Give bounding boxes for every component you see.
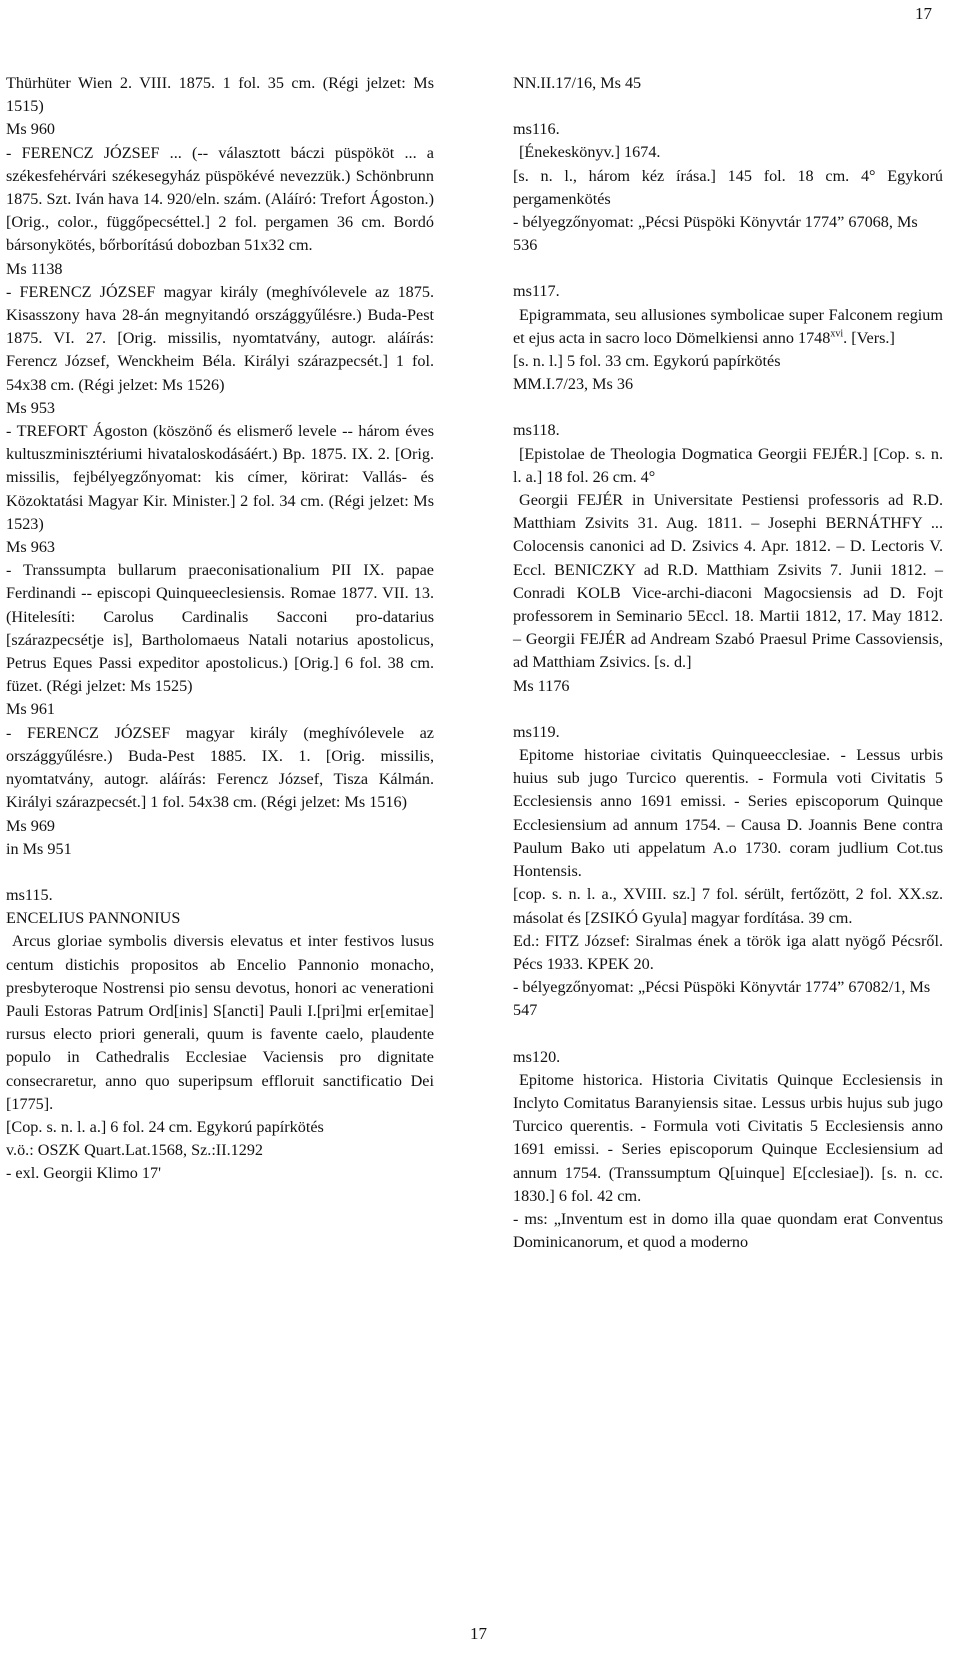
entry-id-ms120: ms120. [513,1047,561,1066]
entry-text: - TREFORT Ágoston (köszönő és elismerő levele -- három éves kultuszminisztériumi hivataloskodásáért.) Bp. 1875. IX. 2. [Orig. missilis, fejbélyegzőnyomat: kis címer, körirat: Vallás- és Közoktatási Magyar Kir. Minister.] 2 fol. 34 cm. (Régi jelzet: Ms 1523) [6,422,434,533]
entry-content: Georgii FEJÉR in Universitate Pestiensi professoris ad R.D. Matthiam Zsivits 31. Aug. 1811. – Josephi BERNÁTHFY ... Colocensis canonici ad D. Zsivics 4. Apr. 1812. – D. Lectoris V. Eccl. BENICZKY ad R.D. Matthiam Zsivits 7. Junii 1812. – Conradi KOLB Vice-archi-diaconi Magocsiensis ad D. Fojt professorem in Seminario 5Eccl. 18. Martii 1812, 17. May 1812. – Georgii FEJÉR ad Andream Szabó Praesul Prime Cassoviensis, ad Matthiam Zsivics. [s. d.] [513,491,943,672]
entry-stamp: - bélyegzőnyomat: „Pécsi Püspöki Könyvtár 1774” 67082/1, Ms 547 [513,978,931,1020]
shelfmark: MM.I.7/23, Ms 36 [513,375,634,394]
entry-title: Epigrammata, seu allusiones symbolicae super Falconem regium et ejus acta in sacro loco Dömelkiensi anno 1748$^{xvi}$. [Vers.] [513,305,943,347]
shelfmark: NN.II.17/16, Ms 45 [513,74,642,92]
shelfmark: Ms 963 [6,538,56,557]
entry-id-ms116: ms116. [513,120,560,139]
page-number-top: 17 [915,4,932,23]
entry-exlibris: - exl. Georgii Klimo 17' [6,1164,162,1183]
entry-edition: Ed.: FITZ József: Siralmas ének a török iga alatt nyögő Pécsről. Pécs 1933. KPEK 20. [513,931,943,973]
entry-title: Epitome historica. Historia Civitatis Quinque Ecclesiensis in Inclyto Comitatus Baranyiensis sitae. Lessus urbis hujus sub jugo Turcico querentis. - Formula voti Civitatis 5 Ecclesiensis anno 1691 emissi. - Series episcoporum Quinque Ecclesiensium ad annum 1754. (Transsumptum Q[uinque] E[cclesiae]). [s. n. cc. 1830.] 6 fol. 42 cm. [513,1070,943,1205]
entry-physical: [s. n. l., három kéz írása.] 145 fol. 18 cm. 4° Egykorú pergamenkötés [513,166,943,208]
shelfmark: in Ms 951 [6,839,72,858]
entry-id-ms119: ms119. [513,722,560,741]
entry-text: - FERENCZ JÓZSEF magyar király (meghívólevele az országgyűlésre.) Buda-Pest 1885. IX. 1. [Orig. missilis, nyomtatvány, autogr. aláírás: Ferencz József, Tisza Kálmán. Királyi szárazpecsét.] 1 fol. 54x38 cm. (Régi jelzet: Ms 1516) [6,723,434,812]
left-column [6,72,434,1186]
shelfmark: Ms 961 [6,700,56,719]
page-number-bottom: 17 [470,1624,487,1643]
entry-author: ENCELIUS PANNONIUS [6,909,181,928]
entry-title: Epitome historiae civitatis Quinqueecclesiae. - Lessus urbis huius sub jugo Turcico querentis. - Formula voti Civitatis 5 Ecclesiensis anno 1691 emissi. - Series episcoporum Quinque Ecclesiensium ad annum 1754. – Causa D. Joannis Bene contra Paulum Bako uti appelatum A.o 1730. coram judlium Cot.tus Hontensis. [513,746,943,881]
shelfmark: Ms 960 [6,120,56,139]
entry-text: - FERENCZ JÓZSEF ... (-- választott báczi püspököt ... a székesfehérvári székesegyház püspökévé nevezzük.) Schönbrunn 1875. Szt. Iván hava 14. 920/eln. szám. (Aláíró: Trefort Ágoston.) [Orig., color., függőpecséttel.] 2 fol. pergamen 36 cm. Bordó bársonykötés, bőrborítású dobozban 51x32 cm. [6,143,434,255]
entry-id-ms118: ms118. [513,421,560,440]
entry-note: - ms: „Inventum est in domo illa quae quondam erat Conventus Dominicanorum, et quod a moderno [513,1209,943,1252]
entry-text: - FERENCZ JÓZSEF magyar király (meghívólevele az 1875. Kisasszony hava 28-án megnyitandó országgyűlésre.) Buda-Pest 1875. VI. 27. [Orig. missilis, nyomtatvány, autogr. aláírás: Ferencz József, Wenckheim Béla. Királyi szárazpecsét.] 1 fol. 54x38 cm. (Régi jelzet: Ms 1526) [6,282,434,394]
entry-id-ms117: ms117. [513,282,560,301]
entry-physical: [cop. s. n. l. a., XVIII. sz.] 7 fol. sérült, fertőzött, 2 fol. XX.sz. másolat és [ZSIKÓ Gyula] magyar fordítása. 39 cm. [513,885,943,927]
entry-title: [Énekeskönyv.] 1674. [519,143,661,162]
shelfmark: Ms 953 [6,398,56,417]
entry-title: [Epistolae de Theologia Dogmatica Georgii FEJÉR.] [Cop. s. n. l. a.] 18 fol. 26 cm. 4° [513,444,943,486]
entry-id-ms115: ms115. [6,885,53,904]
entry-physical: [s. n. l.] 5 fol. 33 cm. Egykorú papírkötés [513,352,781,371]
entry-text: - Transsumpta bullarum praeconisationalium PII IX. papae Ferdinandi -- episcopi Quinqueeclesiensis. Romae 1877. VII. 13. (Hitelesíti: Carolus Cardinalis Sacconi pro-datarius [szárazpecsétje is], Bartholomaeus Natali notarius apostolicus, Petrus Eques Passi expeditor apostolicus.) [Orig.] 6 fol. 38 cm. füzet. (Régi jelzet: Ms 1525) [6,561,434,696]
shelfmark: Ms 1138 [6,259,63,278]
entry-stamp: - bélyegzőnyomat: „Pécsi Püspöki Könyvtár 1774” 67068, Ms 536 [513,213,918,255]
entry-title: Arcus gloriae symbolis diversis elevatus et inter festivos lusus centum distichis propositos ab Encelio Pannonio monacho, presbyteroque Nostrensi pio sensu devotus, honori ac venerationi Pauli Estoras Patrum Ord[inis] S[ancti] Pauli I.[pri]mi er[emitae] rursus electo priori generali, quum is favente caelo, plaudente populo in Cathedralis Ecclesiae Vaciensis pro dignitate consecraretur, anno quo superipsum effloruit sanctificatio Dei [1775]. [6,932,434,1113]
entry-physical: [Cop. s. n. l. a.] 6 fol. 24 cm. Egykorú papírkötés [6,1117,324,1136]
shelfmark: Ms 1176 [513,676,570,695]
right-column [513,72,943,1254]
entry-text: Thürhüter Wien 2. VIII. 1875. 1 fol. 35 cm. (Régi jelzet: Ms 1515) [6,74,434,116]
shelfmark: Ms 969 [6,816,56,835]
entry-reference: v.ö.: OSZK Quart.Lat.1568, Sz.:II.1292 [6,1141,264,1160]
